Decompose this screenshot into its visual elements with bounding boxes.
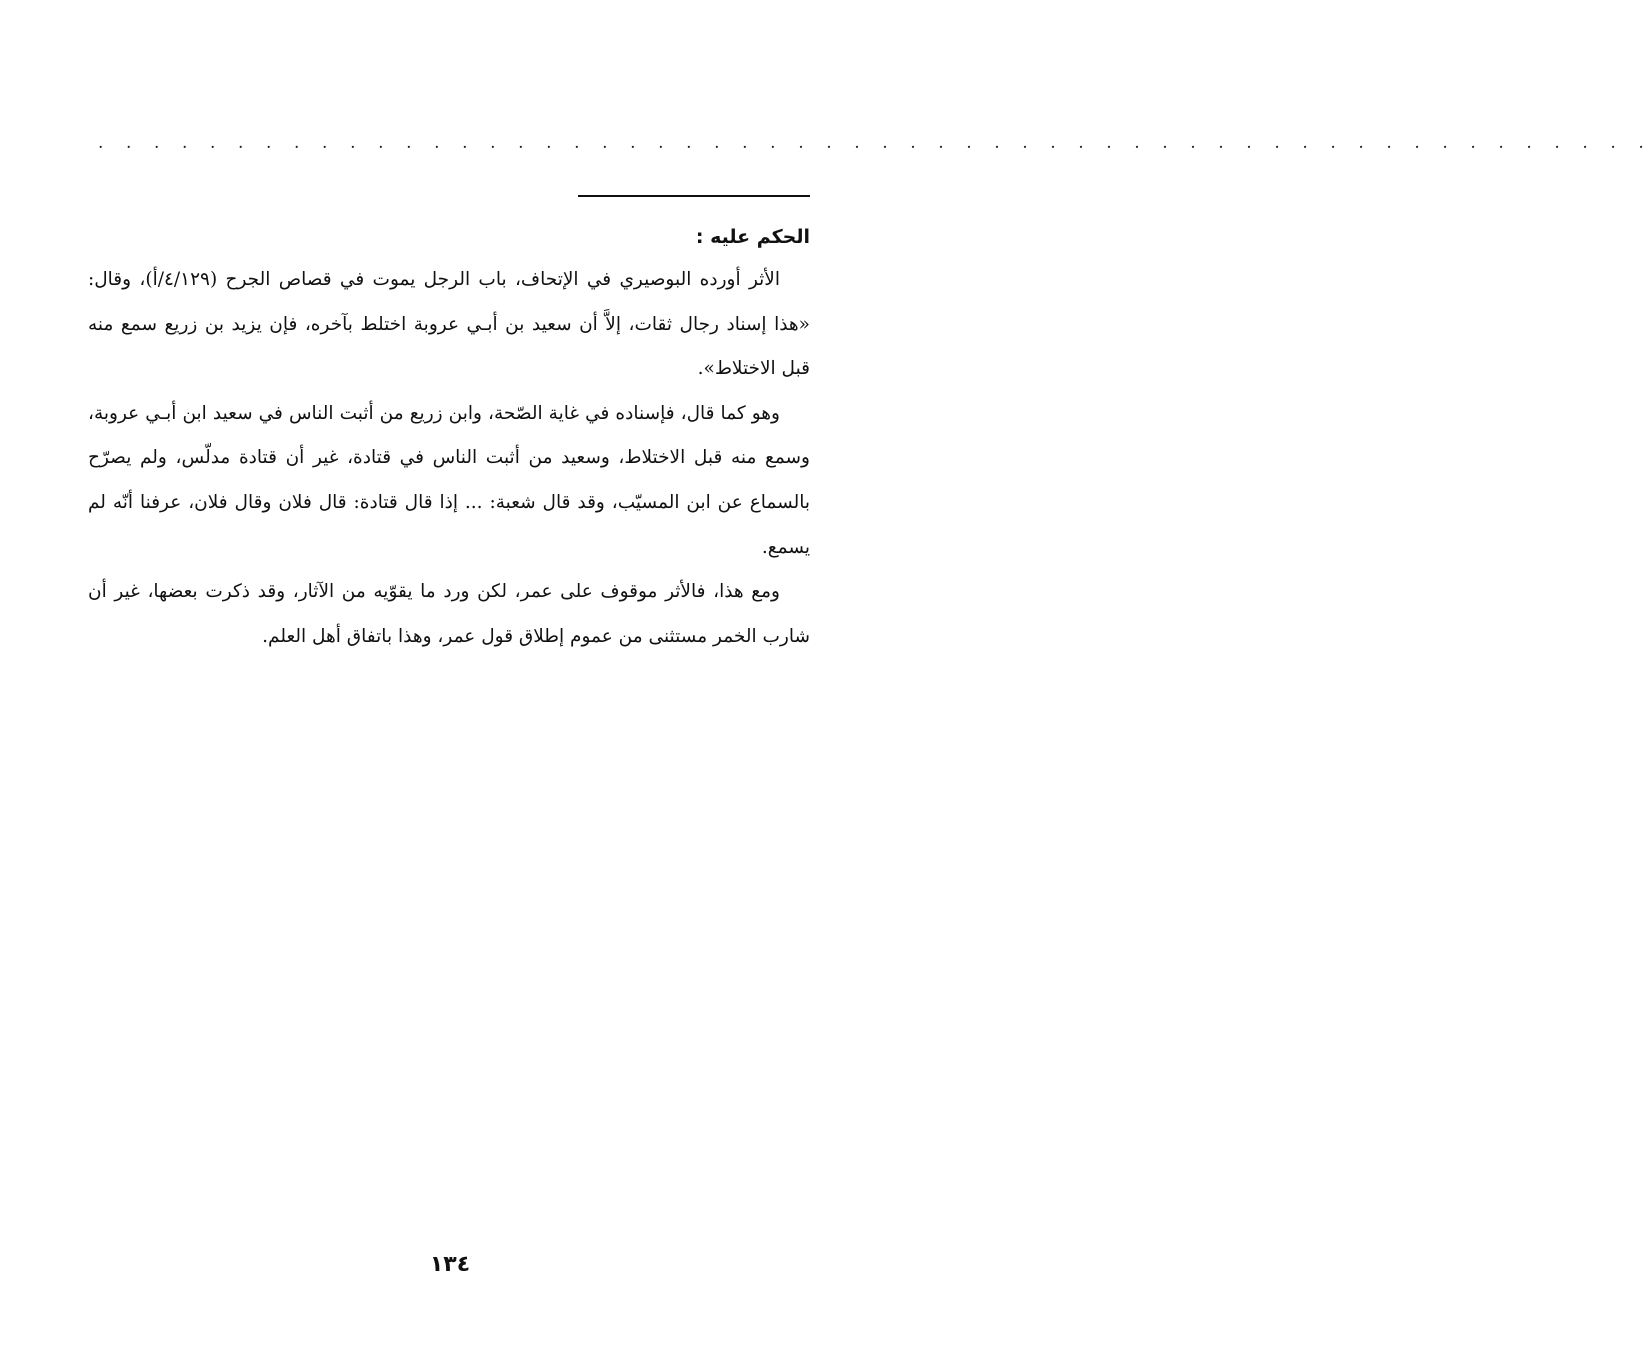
section-heading: الحكم عليه : bbox=[695, 226, 810, 248]
paragraph-2: وهو كما قال، فإسناده في غاية الصّحة، وابن زريع من أثبت الناس في سعيد ابن أبـي عروبة، وسمع منه قبل الاختلاط، وسعيد من أثبت الناس في قتادة، غير أن قتادة مدلّس، ولم يصرّح بالسماع عن ابن المسيّب، وقد قال شعبة: ... إذا قال قتادة: قال فلان وقال فلان، عرفنا أنّه لم يسمع. bbox=[88, 402, 810, 558]
section-rule bbox=[578, 195, 810, 197]
paragraph-1: الأثر أورده البوصيري في الإتحاف، باب الرجل يموت في قصاص الجرح (٤/١٢٩/أ)، وقال: «هذا إسناد رجال ثقات، إلاَّ أن سعيد بن أبـي عروبة اختلط بآخره، فإن يزيد بن زريع سمع منه قبل الاختلاط». bbox=[88, 269, 810, 380]
paragraph-3: ومع هذا، فالأثر موقوف على عمر، لكن ورد ما يقوّيه من الآثار، وقد ذكرت بعضها، غير أن شارب الخمر مستثنى من عموم إطلاق قول عمر، وهذا باتفاق أهل العلم. bbox=[88, 581, 810, 647]
dotted-separator: . . . . . . . . . . . . . . . . . . . . . . . . . . . . . . . . . . . . . . . . . . . . . . . . . . . . . . . . bbox=[98, 133, 1652, 153]
main-text bbox=[88, 220, 810, 659]
page-number: ١٣٤ bbox=[429, 1252, 471, 1277]
